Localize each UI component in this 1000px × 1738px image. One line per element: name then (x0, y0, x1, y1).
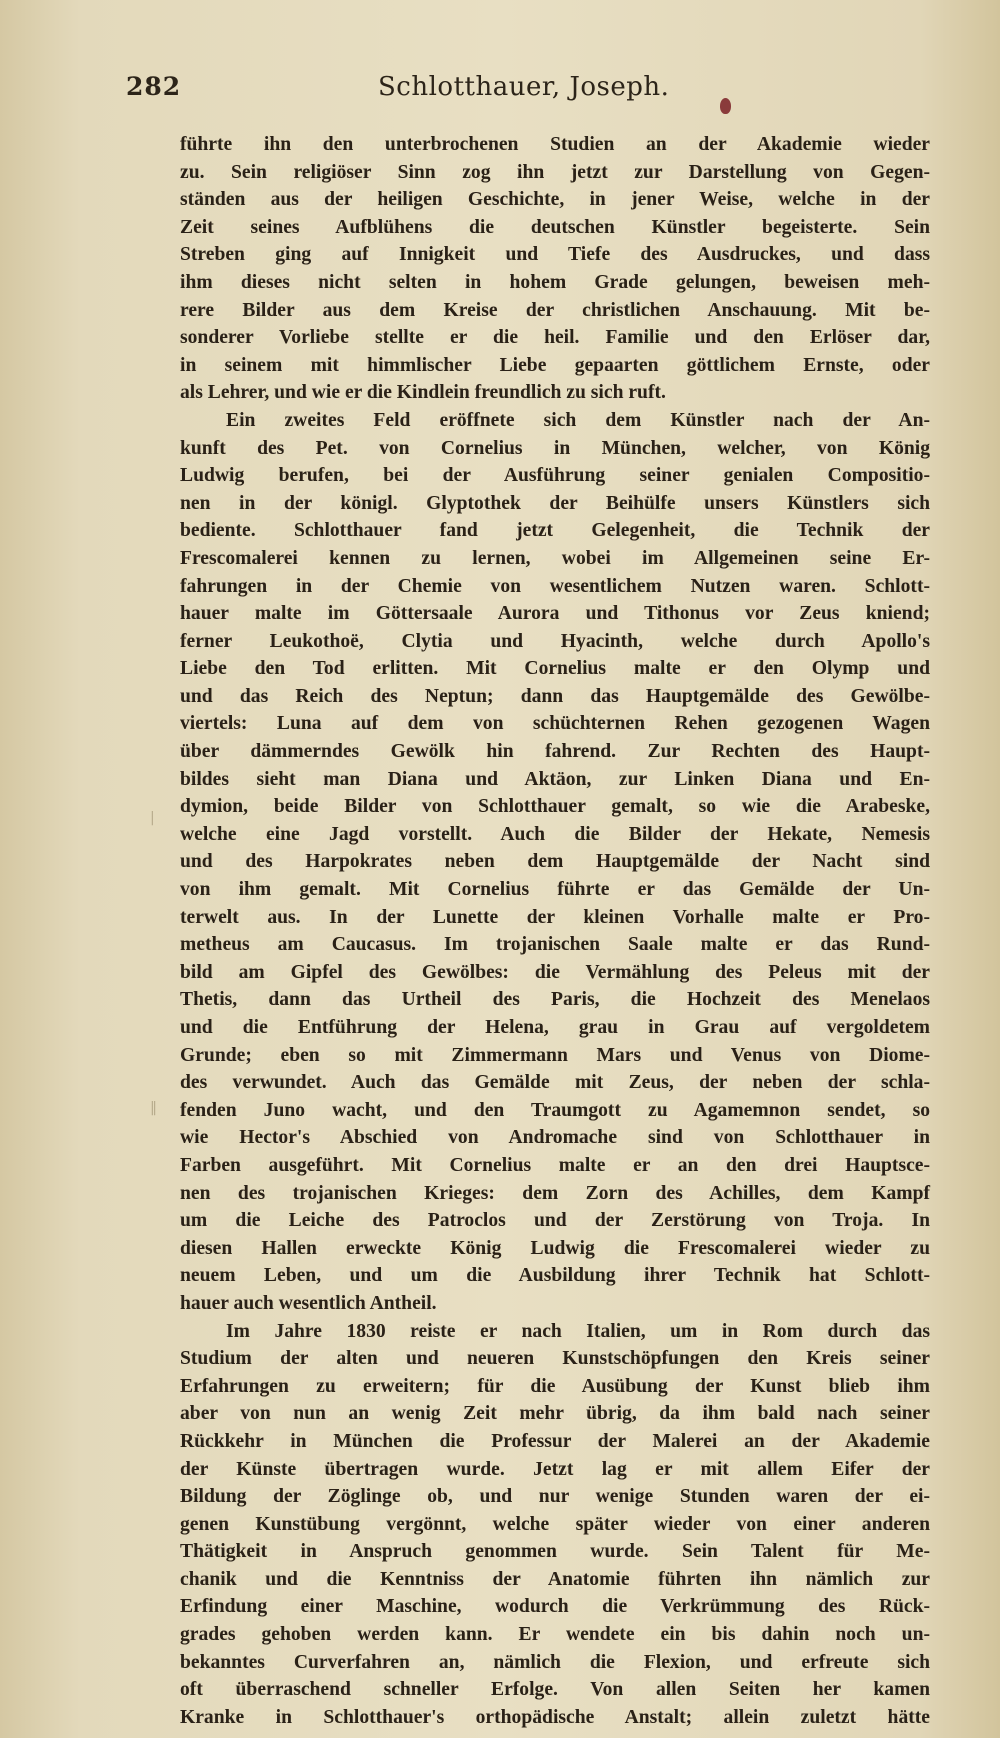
text-line: Bildung der Zöglinge ob, und nur wenige Stunden waren der ei- (180, 1486, 930, 1508)
text-line: kunft des Pet. von Cornelius in München, welcher, von König (180, 437, 930, 459)
page-header (126, 72, 936, 112)
text-line: fenden Juno wacht, und den Traumgott zu Agamemnon sendet, so (180, 1099, 930, 1121)
text-line: in seinem mit himmlischer Liebe gepaarten göttlichem Ernste, oder (180, 354, 930, 376)
text-line: dymion, beide Bilder von Schlotthauer gemalt, so wie die Arabeske, (180, 796, 930, 818)
text-line: Ludwig berufen, bei der Ausführung seiner genialen Compositio- (180, 465, 930, 487)
text-line: genen Kunstübung vergönnt, welche später wieder von einer anderen (180, 1513, 930, 1535)
text-line: Streben ging auf Innigkeit und Tiefe des Ausdruckes, und dass (180, 244, 930, 266)
text-line: wie Hector's Abschied von Andromache sind von Schlotthauer in (180, 1127, 930, 1149)
text-line: metheus am Caucasus. Im trojanischen Saale malte er das Rund- (180, 934, 930, 956)
margin-mark: ‖ (150, 1100, 157, 1116)
text-line: und des Harpokrates neben dem Hauptgemälde der Nacht sind (180, 851, 930, 873)
text-line: und die Entführung der Helena, grau in Grau auf vergoldetem (180, 1017, 930, 1038)
text-line: chanik und die Kenntniss der Anatomie führten ihn nämlich zur (180, 1568, 930, 1590)
text-line: bild am Gipfel des Gewölbes: die Vermählung des Peleus mit der (180, 961, 930, 983)
running-title: Schlotthauer, Joseph. (378, 72, 670, 102)
text-line: oft überraschend schneller Erfolge. Von allen Seiten her kamen (180, 1679, 930, 1701)
text-line: fahrungen in der Chemie von wesentlichem Nutzen waren. Schlott- (180, 575, 930, 597)
text-line: von ihm gemalt. Mit Cornelius führte er das Gemälde der Un- (180, 879, 930, 901)
text-line: Farben ausgeführt. Mit Cornelius malte er an den drei Hauptsce- (180, 1154, 930, 1176)
text-line: Erfahrungen zu erweitern; für die Ausübung der Kunst blieb ihm (180, 1375, 930, 1397)
text-line: Thetis, dann das Urtheil des Paris, die Hochzeit des Menelaos (180, 989, 930, 1011)
text-line: ständen aus der heiligen Geschichte, in jener Weise, welche in der (180, 189, 930, 211)
text-line: Im Jahre 1830 reiste er nach Italien, um in Rom durch das (226, 1320, 930, 1342)
text-line: aber von nun an wenig Zeit mehr übrig, da ihm bald nach seiner (180, 1403, 930, 1425)
text-line: als Lehrer, und wie er die Kindlein freundlich zu sich ruft. (180, 382, 666, 404)
text-line: nen des trojanischen Krieges: dem Zorn des Achilles, dem Kampf (180, 1182, 930, 1204)
text-line: viertels: Luna auf dem von schüchternen Rehen gezogenen Wagen (180, 713, 930, 735)
text-line: Rückkehr in München die Professur der Malerei an der Akademie (180, 1430, 930, 1452)
text-line: hauer auch wesentlich Antheil. (180, 1292, 437, 1314)
text-line: Liebe den Tod erlitten. Mit Cornelius malte er den Olymp und (180, 658, 930, 680)
text-line: Thätigkeit in Anspruch genommen wurde. Sein Talent für Me- (180, 1541, 930, 1563)
text-line: sonderer Vorliebe stellte er die heil. Familie und den Erlöser dar, (180, 327, 930, 349)
text-line: terwelt aus. In der Lunette der kleinen Vorhalle malte er Pro- (180, 906, 930, 928)
text-line: Ein zweites Feld eröffnete sich dem Künstler nach der An- (226, 409, 930, 431)
text-line: bildes sieht man Diana und Aktäon, zur Linken Diana und En- (180, 768, 930, 790)
text-line: bediente. Schlotthauer fand jetzt Gelegenheit, die Technik der (180, 520, 930, 542)
text-line: Frescomalerei kennen zu lernen, wobei im Allgemeinen seine Er- (180, 547, 930, 569)
text-line: zu. Sein religiöser Sinn zog ihn jetzt zur Darstellung von Gegen- (180, 161, 930, 183)
text-line: Erfindung einer Maschine, wodurch die Verkrümmung des Rück- (180, 1596, 930, 1618)
text-line: und das Reich des Neptun; dann das Hauptgemälde des Gewölbe- (180, 685, 930, 707)
page-number: 282 (126, 72, 182, 101)
body-text (180, 131, 930, 1731)
text-line: um die Leiche des Patroclos und der Zerstörung von Troja. In (180, 1210, 930, 1232)
text-line: hauer malte im Göttersaale Aurora und Tithonus vor Zeus kniend; (180, 603, 930, 625)
text-line: Kranke in Schlotthauer's orthopädische Anstalt; allein zuletzt hätte (180, 1706, 930, 1728)
text-line: nen in der königl. Glyptothek der Beihülfe unsers Künstlers sich (180, 492, 930, 514)
text-line: Studium der alten und neueren Kunstschöpfungen den Kreis seiner (180, 1348, 930, 1370)
text-line: über dämmerndes Gewölk hin fahrend. Zur Rechten des Haupt- (180, 741, 930, 763)
text-line: Zeit seines Aufblühens die deutschen Künstler begeisterte. Sein (180, 216, 930, 238)
text-line: neuem Leben, und um die Ausbildung ihrer Technik hat Schlott- (180, 1265, 930, 1287)
text-line: ihm dieses nicht selten in hohem Grade gelungen, beweisen meh- (180, 271, 930, 293)
text-line: des verwundet. Auch das Gemälde mit Zeus, der neben der schla- (180, 1072, 930, 1094)
ink-spot (720, 98, 731, 114)
margin-mark: | (150, 810, 155, 826)
text-line: diesen Hallen erweckte König Ludwig die Frescomalerei wieder zu (180, 1237, 930, 1259)
text-line: führte ihn den unterbrochenen Studien an der Akademie wieder (180, 134, 930, 155)
text-line: grades gehoben werden kann. Er wendete ein bis dahin noch un- (180, 1624, 930, 1646)
text-line: ferner Leukothoë, Clytia und Hyacinth, welche durch Apollo's (180, 630, 930, 652)
text-line: Grunde; eben so mit Zimmermann Mars und Venus von Diome- (180, 1044, 930, 1066)
text-line: rere Bilder aus dem Kreise der christlichen Anschauung. Mit be- (180, 299, 930, 321)
text-line: welche eine Jagd vorstellt. Auch die Bilder der Hekate, Nemesis (180, 823, 930, 845)
text-line: der Künste übertragen wurde. Jetzt lag er mit allem Eifer der (180, 1458, 930, 1480)
text-line: bekanntes Curverfahren an, nämlich die Flexion, und erfreute sich (180, 1651, 930, 1673)
